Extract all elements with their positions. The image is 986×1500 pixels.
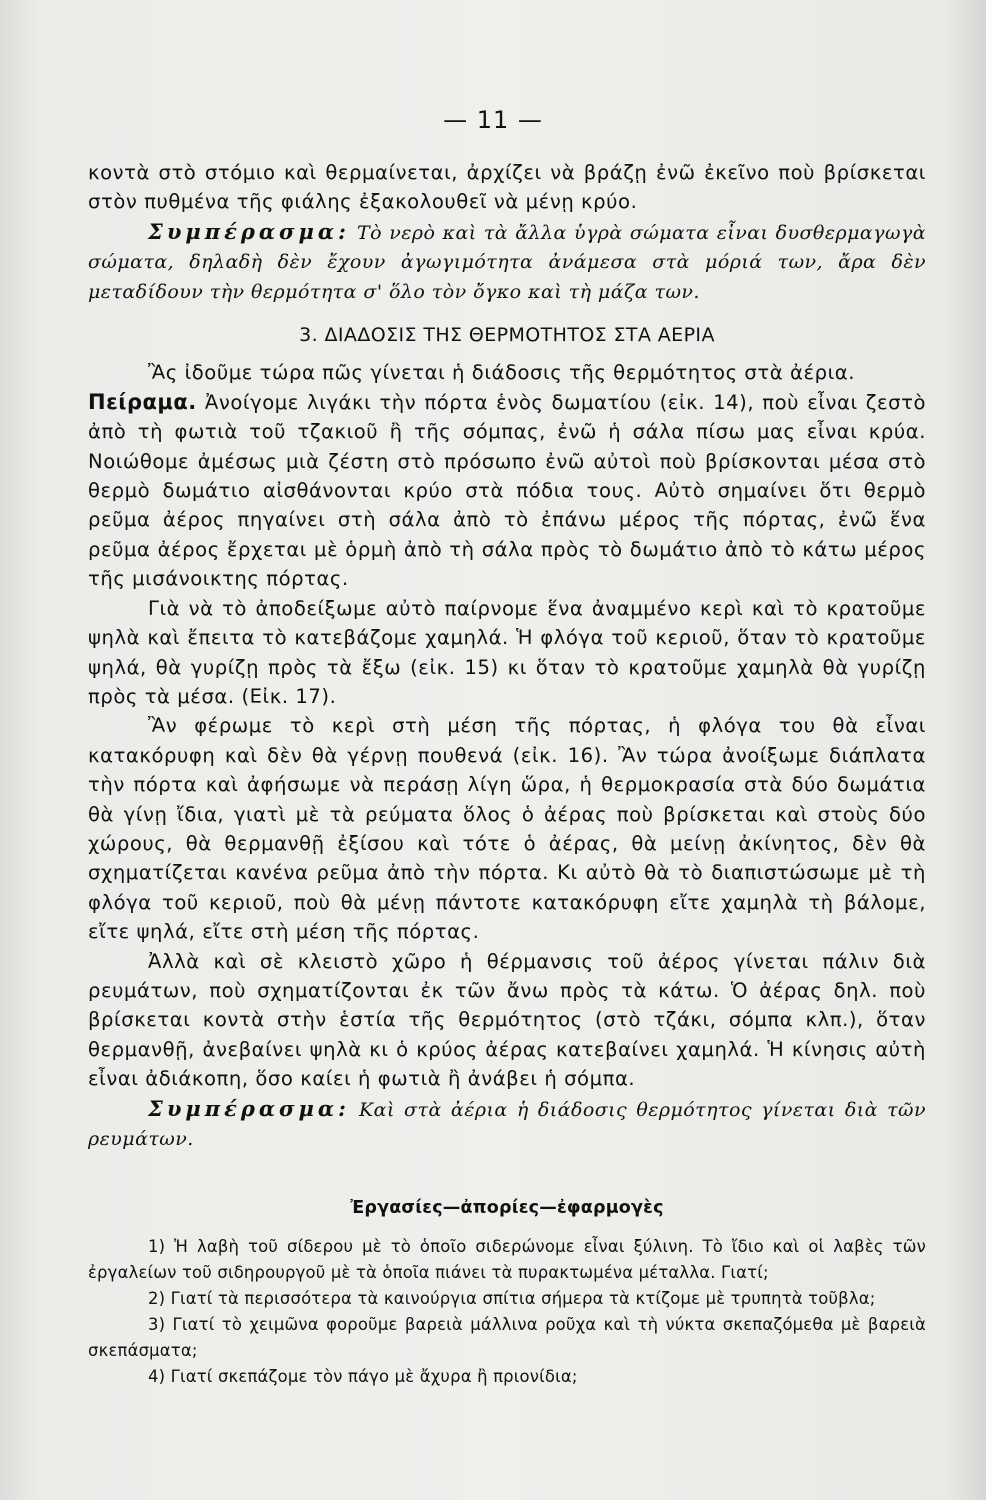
section-heading: 3. ΔΙΑΔΟΣΙΣ ΤΗΣ ΘΕΡΜΟΤΗΤΟΣ ΣΤΑ ΑΕΡΙΑ [299, 324, 715, 347]
page-number: — 11 — [443, 106, 543, 134]
page-body [88, 158, 926, 1390]
paragraph-demonstration: Γιὰ νὰ τὸ ἀποδείξωμε αὐτὸ παίρνομε ἕνα ἀναμμένο κερὶ καὶ τὸ κρατοῦμε ψηλὰ καὶ ἔπειτα τὸ κατεβάζομε χαμηλά. Ἡ φλόγα τοῦ κεριοῦ, ὅταν τὸ κρατοῦμε ψηλά, θὰ γυρίζῃ πρὸς τὰ ἔξω (εἰκ. 15) κι ὅταν τὸ κρατοῦμε χαμηλὰ θὰ γυρίζῃ πρὸς τὰ μέσα. (Εἰκ. 17). [88, 596, 926, 708]
exercise-item: 4) Γιατί σκεπάζομε τὸν πάγο μὲ ἄχυρα ἢ πριονίδια; [148, 1366, 578, 1386]
conclusion-paragraph [88, 217, 926, 307]
conclusion-text: Καὶ στὰ ἀέρια ἡ διάδοσις θερμότητος γίνεται διὰ τῶν ρευμάτων. [88, 1098, 926, 1150]
conclusion-label: Συμπέρασμα: [148, 218, 350, 244]
conclusion-label: Συμπέρασμα: [148, 1095, 350, 1121]
experiment-label: Πείραμα. [88, 389, 197, 414]
exercise-item: 3) Γιατί τὸ χειμῶνα φοροῦμε βαρειὰ μάλλινα ροῦχα καὶ τὴ νύκτα σκεπαζόμεθα μὲ βαρειὰ σκεπάσματα; [88, 1314, 926, 1360]
exercise-item: 2) Γιατί τὰ περισσότερα τὰ καινούργια σπίτια σήμερα τὰ κτίζομε μὲ τρυπητὰ τοῦβλα; [148, 1288, 876, 1308]
exercise-item: 1) Ἡ λαβὴ τοῦ σίδερου μὲ τὸ ὁποῖο σιδερώνομε εἶναι ξύλινη. Τὸ ἴδιο καὶ οἱ λαβὲς τῶν ἐργαλείων τοῦ σιδηρουργοῦ μὲ τὰ ὁποῖα πιάνει τὰ πυρακτωμένα μέταλλα. Γιατί; [88, 1236, 926, 1282]
experiment-text: Ἀνοίγομε λιγάκι τὴν πόρτα ἑνὸς δωματίου (εἰκ. 14), ποὺ εἶναι ζεστὸ ἀπὸ τὴ φωτιὰ τοῦ τζακιοῦ ἢ τῆς σόμπας, ἐνῶ ἡ σάλα πίσω μας εἶναι κρύα. Νοιώθομε ἀμέσως μιὰ ζέστη στὸ πρόσωπο ἐνῶ αὐτοὶ ποὺ βρίσκονται μέσα στὸ θερμὸ δωμάτιο αἰσθάνονται κρύο στὰ πόδια τους. Αὐτὸ σημαίνει ὅτι θερμὸ ρεῦμα ἀέρος πηγαίνει στὴ σάλα ἀπὸ τὸ ἐπάνω μέρος τῆς πόρτας, ἐνῶ ἕνα ρεῦμα ἀέρος ἔρχεται μὲ ὁρμὴ ἀπὸ τὴ σάλα πρὸς τὸ δωμάτιο ἀπὸ τὸ κάτω μέρος τῆς μισάνοικτης πόρτας. [88, 390, 926, 591]
conclusion-text: Τὸ νερὸ καὶ τὰ ἄλλα ὑγρὰ σώματα εἶναι δυσθερμαγωγὰ σώματα, δηλαδὴ δὲν ἔχουν ἀγωγιμότητα ἀνάμεσα στὰ μόριά των, ἄρα δὲν μεταδίδουν τὴν θερμότητα σ' ὅλο τὸν ὄγκο καὶ τὴ μάζα των. [88, 221, 926, 303]
exercises-heading: Ἐργασίες—ἀπορίες—ἐφαρμογὲς [350, 1198, 664, 1219]
paragraph-closed-room: Ἀλλὰ καὶ σὲ κλειστὸ χῶρο ἡ θέρμανσις τοῦ ἀέρος γίνεται πάλιν διὰ ρευμάτων, ποὺ σχηματίζονται ἐκ τῶν ἄνω πρὸς τὰ κάτω. Ὁ ἀέρας δηλ. ποὺ βρίσκεται κοντὰ στὴν ἑστία τῆς θερμότητος (στὸ τζάκι, σόμπα κλπ.), ὅταν θερμανθῇ, ἀνεβαίνει ψηλὰ κι ὁ κρύος ἀέρας κατεβαίνει χαμηλά. Ἡ κίνησις αὐτὴ εἶναι ἀδιάκοπη, ὅσο καίει ἡ φωτιὰ ἢ ἀνάβει ἡ σόμπα. [88, 949, 926, 1091]
conclusion-paragraph [88, 1094, 926, 1155]
paragraph-intro: Ἂς ἰδοῦμε τώρα πῶς γίνεται ἡ διάδοσις τῆς θερμότητος στὰ ἀέρια. [148, 361, 855, 385]
paragraph-continuation: κοντὰ στὸ στόμιο καὶ θερμαίνεται, ἀρχίζει νὰ βράζῃ ἐνῶ ἐκεῖνο ποὺ βρίσκεται στὸν πυθμένα τῆς φιάλης ἐξακολουθεῖ νὰ μένῃ κρύο. [88, 161, 926, 214]
paragraph-candle: Ἂν φέρωμε τὸ κερὶ στὴ μέση τῆς πόρτας, ἡ φλόγα του θὰ εἶναι κατακόρυφη καὶ δὲν θὰ γέρνῃ πουθενά (εἰκ. 16). Ἂν τώρα ἀνοίξωμε διάπλατα τὴν πόρτα καὶ ἀφήσωμε νὰ περάσῃ λίγη ὥρα, ἡ θερμοκρασία στὰ δύο δωμάτια θὰ γίνῃ ἴδια, γιατὶ μὲ τὰ ρεύματα ὅλος ὁ ἀέρας ποὺ βρίσκεται καὶ στοὺς δύο χώρους, θὰ θερμανθῇ ἐξίσου καὶ τότε ὁ ἀέρας, θὰ μείνῃ ἀκίνητος, δὲν θὰ σχηματίζεται κανένα ρεῦμα ἀπὸ τὴν πόρτα. Κι αὐτὸ θὰ τὸ διαπιστώσωμε μὲ τὴ φλόγα τοῦ κεριοῦ, ποὺ θὰ μένῃ πάντοτε κατακόρυφη εἴτε χαμηλὰ τὴ βάλομε, εἴτε ψηλά, εἴτε στὴ μέση τῆς πόρτας. [88, 714, 926, 944]
experiment-paragraph [88, 388, 926, 594]
